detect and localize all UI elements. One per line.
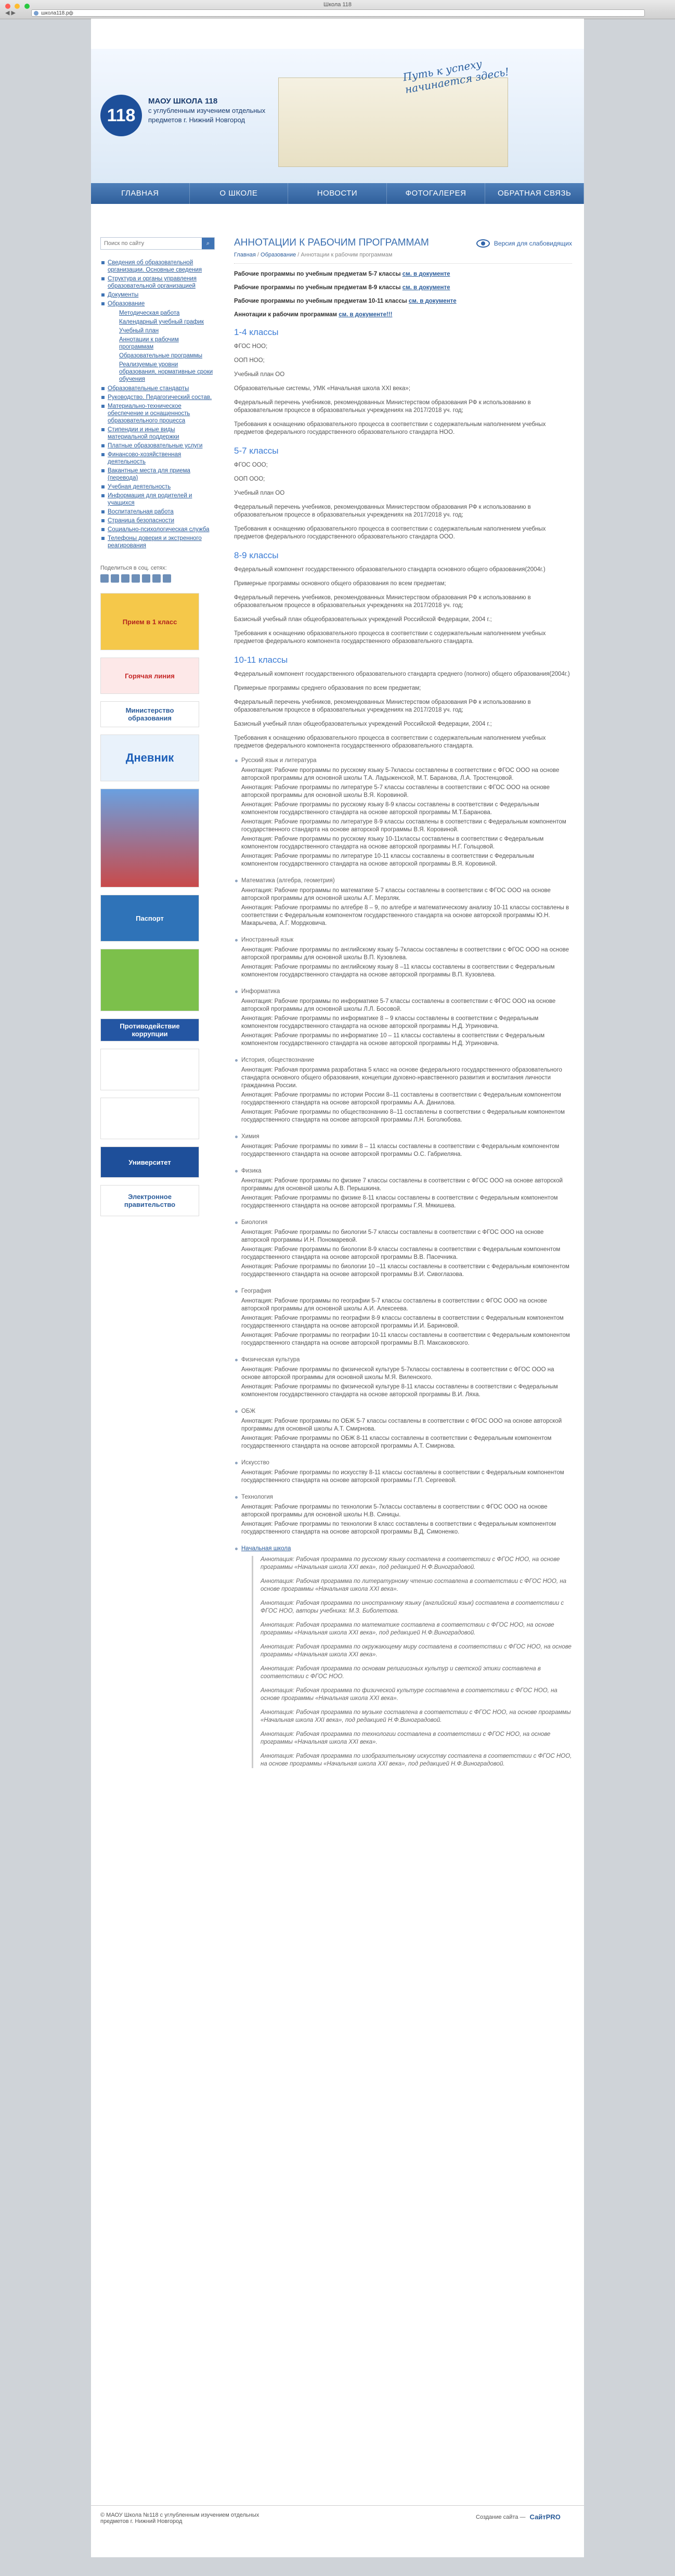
sidebar-item-link[interactable]: Финансово-хозяйственная деятельность bbox=[108, 452, 181, 465]
section-paragraph: Требования к оснащению образовательного процесса в соответствии с содержательным наполнением учебных предметов федерального компонента государственного образовательного стандарта. bbox=[234, 735, 546, 749]
subject-name: Биология bbox=[241, 1219, 268, 1226]
doc-link-text: Рабочие программы по учебным предметам 5-7 классы bbox=[234, 271, 401, 277]
section-paragraph: ФГОС ООО; bbox=[234, 462, 268, 468]
doc-link-row bbox=[234, 271, 572, 277]
subject-name: Иностранный язык bbox=[241, 937, 294, 943]
subject-item bbox=[234, 1168, 572, 1210]
sidebar-item[interactable] bbox=[100, 492, 215, 507]
primary-school-list bbox=[234, 1545, 572, 1768]
page-title: АННОТАЦИИ К РАБОЧИМ ПРОГРАММАМ bbox=[234, 237, 429, 248]
main-content bbox=[234, 237, 572, 1778]
subject-annotation: Аннотация: Рабочие программы по физике 8-11 классы составлены в соответствии с Федеральным компонентом государственного стандарта на основе авторской программы Г.Я. Мякишева. bbox=[241, 1195, 558, 1209]
primary-annotation: Аннотация: Рабочая программа по основам религиозных культур и светской этики составлена в соответствии с ФГОС НОО. bbox=[261, 1666, 541, 1680]
school-building-image bbox=[278, 78, 508, 167]
subject-annotation: Аннотация: Рабочие программы по географии 8-9 классы составлены в соответствии с Федеральным компонентом государственного стандарта на основе авторской программы И.И. Бариновой. bbox=[241, 1315, 564, 1329]
sidebar-subitem-link[interactable]: Реализуемые уровни образования, нормативные сроки обучения bbox=[119, 362, 213, 382]
sidebar-item[interactable] bbox=[100, 508, 215, 516]
subject-annotation: Аннотация: Рабочие программы по литературе 10-11 классы составлены в соответствии с Федеральным компонентом государственного стандарта на основе авторской программы В.Я. Коровиной. bbox=[241, 853, 534, 867]
sidebar-item-link[interactable]: Информация для родителей и учащихся bbox=[108, 493, 192, 506]
sidebar-subitem-link[interactable]: Учебный план bbox=[119, 328, 159, 334]
address-bar-text: школа118.рф bbox=[41, 10, 73, 16]
annotation-link-row bbox=[234, 312, 572, 318]
subject-name: Русский язык и литература bbox=[241, 757, 317, 764]
doc-link-text: Рабочие программы по учебным предметам 10-11 классы bbox=[234, 298, 407, 304]
subject-annotation: Аннотация: Рабочие программы по информатике 10 – 11 классы составлены в соответствии с Федеральным компонентом государственного стандарта на основе авторской программы Н.Д. Угриновича. bbox=[241, 1033, 545, 1047]
annotation-link-text: Аннотации к рабочим программам bbox=[234, 312, 337, 318]
globe-icon bbox=[34, 11, 38, 16]
sidebar-item-link[interactable]: Документы bbox=[108, 292, 139, 298]
sidebar-item-link[interactable]: Стипендии и иные виды материальной поддержки bbox=[108, 427, 179, 440]
sidebar-subitem[interactable] bbox=[119, 310, 215, 317]
subject-name: ОБЖ bbox=[241, 1408, 256, 1414]
doc-link-text: Рабочие программы по учебным предметам 8-9 классы bbox=[234, 285, 401, 291]
footer-copyright: © МАОУ Школа №118 с углубленным изучением отдельных предметов г. Нижний Новгород bbox=[100, 2512, 259, 2525]
menu-home[interactable]: ГЛАВНАЯ bbox=[91, 183, 190, 204]
sidebar-item-link[interactable]: Материально-техническое обеспечение и оснащенность образовательного процесса bbox=[108, 403, 190, 424]
sidebar-subitem-active[interactable] bbox=[119, 336, 215, 351]
subject-name: Технология bbox=[241, 1494, 273, 1500]
sidebar-item[interactable] bbox=[100, 394, 215, 401]
subject-name: Физика bbox=[241, 1168, 262, 1174]
subject-annotation: Аннотация: Рабочие программы по информатике 5-7 классы составлены в соответствии с ФГОС ООО на основе авторской программы для основной школы Л.Л. Босовой. bbox=[241, 998, 556, 1012]
share-icons bbox=[100, 574, 215, 583]
mailru-icon[interactable] bbox=[142, 574, 150, 583]
banner-passport[interactable] bbox=[100, 895, 199, 942]
primary-annotation: Аннотация: Рабочая программа по физической культуре составлена в соответствии с ФГОС НОО, на основе программы «Начальная школа XXI века». bbox=[261, 1688, 557, 1702]
doc-link[interactable]: см. в документе bbox=[402, 285, 450, 291]
school-name-line1: МАОУ ШКОЛА 118 bbox=[148, 97, 218, 106]
subject-name: География bbox=[241, 1288, 271, 1294]
subject-annotation: Аннотация: Рабочие программы по алгебре 8 – 9, по алгебре и математическому анализу 10-11 классы составлены в соответствии с Федеральным компонентом государственного стандарта на основе авторской программы Ю.Н. Макарычева, А.Г. Мордковича. bbox=[241, 905, 569, 926]
footer-brand[interactable]: СайтPRO bbox=[529, 2513, 561, 2521]
sidebar-subitem-link[interactable]: Календарный учебный график bbox=[119, 319, 204, 325]
banner-label: Противодействие коррупции bbox=[120, 1022, 180, 1038]
subject-name: Информатика bbox=[241, 988, 280, 995]
sidebar-subitem[interactable] bbox=[119, 318, 215, 326]
sidebar-item-link[interactable]: Платные образовательные услуги bbox=[108, 443, 203, 449]
search-box bbox=[100, 237, 215, 250]
subject-item bbox=[234, 1288, 572, 1347]
school-name bbox=[148, 97, 273, 125]
browser-chrome bbox=[0, 0, 675, 19]
subject-annotation: Аннотация: Рабочие программы по биологии 5-7 классы составлены в соответствии с ФГОС ООО на основе авторской программы И.Н. Пономаревой. bbox=[241, 1229, 544, 1243]
subject-name: Искусство bbox=[241, 1460, 269, 1466]
section-paragraph: Примерные программы среднего образования по всем предметам; bbox=[234, 685, 421, 691]
subject-annotation: Аннотация: Рабочие программы по информатике 8 – 9 классы составлены в соответствии с Федеральным компонентом государственного стандарта на основе авторской программы Н.Д. Угриновича. bbox=[241, 1015, 539, 1029]
banner-label: Паспорт bbox=[136, 914, 164, 922]
breadcrumb-home[interactable]: Главная bbox=[234, 252, 256, 258]
banner-ministry[interactable] bbox=[100, 701, 199, 727]
banner-medals[interactable] bbox=[100, 1049, 199, 1090]
page-container bbox=[91, 19, 584, 2557]
search-icon: ⌕ bbox=[206, 240, 210, 247]
section-paragraph: Требования к оснащению образовательного процесса в соответствии с содержательным наполнением учебных предметов федерального государственного образовательного стандарта ООО. bbox=[234, 526, 546, 540]
subject-item bbox=[234, 1134, 572, 1158]
subject-annotation: Аннотация: Рабочие программы по ОБЖ 8-11 классы составлены в соответствии с Федеральным компонентом государственного стандарта на основе авторской программы А.Т. Смирнова. bbox=[241, 1435, 552, 1449]
sidebar-banners bbox=[100, 593, 215, 1216]
main-menu bbox=[91, 183, 584, 204]
sidebar-subitem-link[interactable]: Аннотации к рабочим программам bbox=[119, 337, 179, 350]
subject-item bbox=[234, 1408, 572, 1450]
sidebar-item-link[interactable]: Учебная деятельность bbox=[108, 484, 171, 490]
menu-about[interactable]: О ШКОЛЕ bbox=[190, 183, 289, 204]
banner-egov[interactable] bbox=[100, 1185, 199, 1216]
eye-icon bbox=[476, 239, 490, 248]
section-paragraph: Федеральный компонент государственного образовательного стандарта среднего (полного) общего образования(2004г.) bbox=[234, 671, 570, 677]
sidebar-subnav bbox=[119, 310, 215, 383]
sidebar-item-link[interactable]: Страница безопасности bbox=[108, 518, 175, 524]
primary-annotation: Аннотация: Рабочая программа по окружающему миру составлена в соответствии с ФГОС НОО, на основе программы «Начальная школа XXI века». bbox=[261, 1644, 572, 1658]
section-heading: 8-9 классы bbox=[234, 550, 279, 560]
subject-item bbox=[234, 878, 572, 928]
subject-item bbox=[234, 1219, 572, 1279]
sidebar-item-education[interactable] bbox=[100, 300, 215, 383]
banner-anticorruption[interactable] bbox=[100, 1019, 199, 1041]
section-paragraph: Образовательные системы, УМК «Начальная школа XXI века»; bbox=[234, 385, 411, 392]
sidebar-item[interactable] bbox=[100, 483, 215, 491]
sidebar-item[interactable] bbox=[100, 385, 215, 392]
doc-link-row bbox=[234, 285, 572, 291]
banner-label: Университет bbox=[128, 1158, 171, 1166]
facebook-icon[interactable] bbox=[111, 574, 119, 583]
section-paragraph: Федеральный компонент государственного образовательного стандарта основного общего образования(2004г.) bbox=[234, 566, 546, 573]
banner-promo[interactable] bbox=[100, 789, 199, 887]
subject-annotation: Аннотация: Рабочие программы по технологии 8 класс составлены в соответствии с Федеральным компонентом государственного стандарта на основе авторской программы В.Д. Симоненко. bbox=[241, 1521, 556, 1535]
header-slogan: Путь к успеху начинается здесь! bbox=[401, 57, 510, 96]
sidebar-item[interactable] bbox=[100, 442, 215, 449]
site-header bbox=[91, 49, 584, 183]
doc-link[interactable]: см. в документе bbox=[402, 271, 450, 277]
subject-annotation: Аннотация: Рабочие программы по биологии 10 –11 классы составлены в соответствии с Федеральным компонентом государственного стандарта на основе авторской программы В.И. Сивоглазова. bbox=[241, 1264, 569, 1278]
primary-annotation: Аннотация: Рабочая программа по иностранному языку (английский язык) составлена в соответствии с ФГОС НОО, авторы учебника: М.З. Биболетова. bbox=[261, 1600, 564, 1614]
social-share bbox=[100, 565, 215, 583]
subject-annotation: Аннотация: Рабочие программы по русскому языку 8-9 классы составлены в соответствии с Федеральным компонентом государственного стандарта на основе авторской программы М.Т.Баранова. bbox=[241, 802, 539, 816]
banner-label: Электронное правительство bbox=[124, 1193, 176, 1208]
subject-annotation: Аннотация: Рабочие программы по русскому языку 10-11классы составлены в соответствии с Федеральным компонентом государственного стандарта на основе авторской программы Н.Г. Гольцовой. bbox=[241, 836, 544, 850]
livejournal-icon[interactable] bbox=[163, 574, 171, 583]
sidebar-item-link[interactable]: Образование bbox=[108, 301, 145, 307]
sidebar-item[interactable] bbox=[100, 426, 215, 441]
breadcrumb: Главная / Образование / Аннотации к рабочим программам bbox=[234, 252, 393, 258]
primary-annotation: Аннотация: Рабочая программа по литературному чтению составлена в соответствии с ФГОС НОО, на основе программы «Начальная школа XXI века». bbox=[261, 1578, 567, 1592]
sidebar-subitem[interactable] bbox=[119, 352, 215, 359]
primary-annotation: Аннотация: Рабочая программа по музыке составлена в соответствии с ФГОС НОО, на основе программы «Начальная школа XXI века», под редакцией Н.Ф.Виноградовой. bbox=[261, 1709, 571, 1723]
section-heading: 10-11 классы bbox=[234, 655, 288, 665]
sidebar-item[interactable] bbox=[100, 403, 215, 424]
subject-annotation: Аннотация: Рабочие программы по географии 10-11 классы составлены в соответствии с Федеральным компонентом государственного стандарта на основе авторской программы В.П. Максаковского. bbox=[241, 1332, 570, 1346]
school-name-line2: с углубленным изучением отдельных предметов г. Нижний Новгород bbox=[148, 107, 266, 124]
subject-name: Физическая культура bbox=[241, 1357, 300, 1363]
section-paragraph: Примерные программы основного общего образования по всем предметам; bbox=[234, 581, 446, 587]
subject-item bbox=[234, 1460, 572, 1485]
subject-annotation: Аннотация: Рабочие программы по обществознанию 8–11 составлены в соответствии с Федеральным компонентом государственного стандарта на основе авторской программы Л.Н. Боголюбова. bbox=[241, 1109, 565, 1123]
subject-annotation: Аннотация: Рабочие программы по литературе 8-9 классы составлены в соответствии с Федеральным компонентом государственного стандарта на основе авторской программы В.Я. Коровиной. bbox=[241, 819, 566, 833]
doc-link-row bbox=[234, 298, 572, 304]
subject-annotation: Аннотация: Рабочие программы по русскому языку 5-7классы составлены в соответствии с ФГОС ООО на основе авторской программы для основной школы Т.А. Ладыженской, М.Т. Баранова, Л.А. Тростенцовой. bbox=[241, 767, 560, 781]
sidebar-item-link[interactable]: Вакантные места для приема (перевода) bbox=[108, 468, 190, 481]
banner-label: Министерство образования bbox=[125, 706, 174, 722]
sidebar-item[interactable] bbox=[100, 535, 215, 549]
primary-annotation: Аннотация: Рабочая программа по русскому языку составлена в соответствии с ФГОС НОО, на основе программы «Начальная школа XXI века», под редакцией Н.Ф.Виноградовой. bbox=[261, 1556, 560, 1570]
banner-eco[interactable] bbox=[100, 949, 199, 1011]
banner-university[interactable] bbox=[100, 1147, 199, 1178]
section-paragraph: Требования к оснащению образовательного процесса в соответствии с содержательным наполнением учебных предметов федерального государственного образовательного стандарта НОО. bbox=[234, 421, 546, 435]
subject-annotation: Аннотация: Рабочие программы по английскому языку 8 –11 классы составлены в соответствии с Федеральным компонентом государственного стандарта на основе авторской программы В.П. Кузовлева. bbox=[241, 964, 555, 978]
banner-label: Дневник bbox=[125, 751, 174, 764]
primary-school-label[interactable]: Начальная школа bbox=[241, 1545, 291, 1552]
twitter-icon[interactable] bbox=[121, 574, 129, 583]
subject-annotation: Аннотация: Рабочие программы по истории России 8–11 составлены в соответствии с Федеральным компонентом государственного стандарта на основе авторской программы А.А. Данилова. bbox=[241, 1092, 561, 1106]
subject-item bbox=[234, 757, 572, 868]
sidebar-item-link[interactable]: Воспитательная работа bbox=[108, 509, 174, 515]
sidebar-item[interactable] bbox=[100, 291, 215, 299]
section-paragraph: Учебный план ОО bbox=[234, 490, 285, 496]
banner-niro[interactable] bbox=[100, 1098, 199, 1139]
list-item bbox=[234, 1545, 572, 1768]
odnoklassniki-icon[interactable] bbox=[132, 574, 140, 583]
sidebar-item[interactable] bbox=[100, 275, 215, 290]
menu-news[interactable]: НОВОСТИ bbox=[288, 183, 387, 204]
subject-item bbox=[234, 1057, 572, 1124]
sidebar-item-link[interactable]: Структура и органы управления образовательной организацией bbox=[108, 276, 197, 289]
section-paragraph: Базисный учебный план общеобразовательных учреждений Российской Федерации, 2004 г.; bbox=[234, 721, 492, 727]
subject-item bbox=[234, 988, 572, 1048]
sidebar-item[interactable] bbox=[100, 526, 215, 533]
section-paragraph: Требования к оснащению образовательного процесса в соответствии с содержательным наполнением учебных предметов федерального компонента государственного образовательного стандарта. bbox=[234, 630, 546, 645]
subject-annotation: Аннотация: Рабочие программы по искусству 8-11 классы составлены в соответствии с Федеральным компонентом государственного стандарта на основе авторской программы Г.П. Сергеевой. bbox=[241, 1470, 564, 1484]
section-paragraph: ФГОС НОО; bbox=[234, 343, 268, 350]
menu-feedback[interactable]: ОБРАТНАЯ СВЯЗЬ bbox=[485, 183, 584, 204]
sidebar-item-link[interactable]: Сведения об образовательной организации. Основные сведения bbox=[108, 260, 202, 273]
section-paragraph: ООП НОО; bbox=[234, 357, 265, 364]
sidebar-subitem[interactable] bbox=[119, 327, 215, 334]
search-input[interactable] bbox=[101, 238, 202, 249]
breadcrumb-education[interactable]: Образование bbox=[261, 252, 296, 258]
subject-name: Химия bbox=[241, 1134, 259, 1140]
section-paragraph: ООП ООО; bbox=[234, 476, 265, 482]
section-heading: 1-4 классы bbox=[234, 327, 279, 337]
primary-annotations bbox=[252, 1556, 572, 1768]
subject-annotation: Аннотация: Рабочие программы по физике 7 классы составлены в соответствии с ФГОС ООО на основе авторской программы для основной школы А.В. Перышкина. bbox=[241, 1178, 563, 1192]
banner-hotline[interactable] bbox=[100, 658, 199, 694]
menu-gallery[interactable]: ФОТОГАЛЕРЕЯ bbox=[387, 183, 486, 204]
section-paragraph: Базисный учебный план общеобразовательных учреждений Российской Федерации, 2004 г.; bbox=[234, 616, 492, 623]
school-logo[interactable]: 118 bbox=[100, 95, 142, 136]
section-paragraph: Федеральный перечень учебников, рекомендованных Министерством образования РФ к использованию в образовательном процессе в образовательных учреждениях на 2017/2018 уч. год; bbox=[234, 699, 531, 713]
divider bbox=[234, 263, 572, 264]
doc-link[interactable]: см. в документе bbox=[408, 298, 457, 304]
subject-annotation: Аннотация: Рабочая программа разработана 5 класс на основе федерального государственного образовательного стандарта основного общего образования, концепции духовно-нравственного развития и воспитания личности гражданина России. bbox=[241, 1067, 562, 1089]
primary-annotation: Аннотация: Рабочая программа по технологии составлена в соответствии с ФГОС НОО, на основе программы «Начальная школа XXI века». bbox=[261, 1731, 551, 1745]
search-button[interactable] bbox=[202, 238, 214, 249]
subject-annotation: Аннотация: Рабочие программы по географии 5-7 классы составлены в соответствии с ФГОС ООО на основе авторской программы для основной школы А.И. Алексеева. bbox=[241, 1298, 548, 1312]
subjects-list bbox=[234, 757, 572, 1536]
subject-item bbox=[234, 1494, 572, 1536]
banner-label: Прием в 1 класс bbox=[122, 617, 177, 626]
site-footer bbox=[91, 2505, 584, 2525]
subject-annotation: Аннотация: Рабочие программы по ОБЖ 5-7 классы составлены в соответствии с ФГОС ООО на основе авторской программы для основной школы А.Т. Смирнова. bbox=[241, 1418, 562, 1432]
subject-annotation: Аннотация: Рабочие программы по технологии 5-7классы составлены в соответствии с ФГОС ООО на основе авторской программы для основной школы Н.В. Синицы. bbox=[241, 1504, 548, 1518]
back-forward-icons[interactable]: ◀ ▶ bbox=[5, 10, 16, 16]
banner-first-grade[interactable] bbox=[100, 593, 199, 650]
subject-annotation: Аннотация: Рабочие программы по биологии 8-9 классы составлены в соответствии с Федеральным компонентом государственного стандарта на основе авторской программы В.В. Пасечника. bbox=[241, 1246, 561, 1260]
subject-item bbox=[234, 1357, 572, 1399]
subject-item bbox=[234, 937, 572, 979]
share-label: Поделиться в соц. сетях: bbox=[100, 565, 167, 571]
section-paragraph: Федеральный перечень учебников, рекомендованных Министерством образования РФ к использованию в образовательном процессе в образовательных учреждениях на 2017/2018 уч. год; bbox=[234, 595, 531, 609]
subject-annotation: Аннотация: Рабочие программы по английскому языку 5-7классы составлены в соответствии с ФГОС ООО на основе авторской программы для основной школы В.П. Кузовлева. bbox=[241, 947, 569, 961]
primary-annotation: Аннотация: Рабочая программа по математике составлена в соответствии с ФГОС НОО, на основе программы «Начальная школа XXI века», под редакцией Н.Ф.Виноградовой. bbox=[261, 1622, 554, 1636]
subject-name: Математика (алгебра, геометрия) bbox=[241, 878, 335, 884]
sidebar-item[interactable] bbox=[100, 467, 215, 482]
google-plus-icon[interactable] bbox=[152, 574, 161, 583]
subject-annotation: Аннотация: Рабочие программы по физической культуре 5-7классы составлены в соответствии с ФГОС ООО на основе авторской программы для основной школы М.Я. Виленского. bbox=[241, 1367, 554, 1381]
sidebar-item[interactable] bbox=[100, 451, 215, 466]
accessibility-link[interactable] bbox=[476, 239, 572, 248]
sidebar-item[interactable] bbox=[100, 259, 215, 274]
section-paragraph: Федеральный перечень учебников, рекомендованных Министерством образования РФ к использованию в образовательном процессе в образовательных учреждениях на 2017/2018 уч. год; bbox=[234, 400, 531, 414]
banner-dnevnik[interactable] bbox=[100, 735, 199, 781]
sidebar-item-link[interactable]: Социально-психологическая служба bbox=[108, 526, 210, 533]
sidebar-nav bbox=[100, 259, 215, 549]
address-bar[interactable] bbox=[31, 9, 645, 17]
footer-credit-label: Создание сайта — bbox=[476, 2514, 526, 2520]
sidebar-item-link[interactable]: Образовательные стандарты bbox=[108, 385, 189, 392]
sidebar-item-link[interactable]: Руководство. Педагогический состав. bbox=[108, 394, 212, 401]
sidebar bbox=[100, 237, 215, 1223]
subject-annotation: Аннотация: Рабочие программы по литературе 5-7 классы составлены в соответствии с ФГОС ООО на основе авторской программы для основной школы В.Я. Коровиной. bbox=[241, 784, 550, 798]
banner-label: Горячая линия bbox=[125, 672, 175, 680]
annotation-link[interactable]: см. в документе!!! bbox=[339, 312, 393, 318]
breadcrumb-current: Аннотации к рабочим программам bbox=[301, 252, 393, 258]
accessibility-label: Версия для слабовидящих bbox=[494, 240, 572, 247]
sidebar-subitem[interactable] bbox=[119, 361, 215, 383]
subject-annotation: Аннотация: Рабочие программы по химии 8 – 11 классы составлены в соответствии с Федеральным компонентом государственного стандарта на основе авторской программы О.С. Габриеляна. bbox=[241, 1143, 560, 1157]
vk-icon[interactable] bbox=[100, 574, 109, 583]
sidebar-subitem-link[interactable]: Образовательные программы bbox=[119, 353, 203, 359]
sidebar-item-link[interactable]: Телефоны доверия и экстренного реагирования bbox=[108, 535, 202, 549]
section-paragraph: Учебный план ОО bbox=[234, 371, 285, 378]
primary-annotation: Аннотация: Рабочая программа по изобразительному искусству составлена в соответствии с ФГОС НОО, на основе программы «Начальная школа XXI века», под редакцией Н.Ф.Виноградовой. bbox=[261, 1753, 572, 1767]
subject-annotation: Аннотация: Рабочие программы по математике 5-7 классы составлены в соответствии с ФГОС ООО на основе авторской программы для основной школы А.Г. Мерзляк. bbox=[241, 887, 551, 901]
sidebar-item[interactable] bbox=[100, 517, 215, 524]
footer-credits bbox=[476, 2513, 580, 2521]
section-heading: 5-7 классы bbox=[234, 446, 279, 456]
sidebar-subitem-link[interactable]: Методическая работа bbox=[119, 310, 180, 316]
section-paragraph: Федеральный перечень учебников, рекомендованных Министерством образования РФ к использованию в образовательном процессе в образовательных учреждениях на 2017/2018 уч. год; bbox=[234, 504, 531, 518]
subject-name: История, обществознание bbox=[241, 1057, 315, 1063]
subject-annotation: Аннотация: Рабочие программы по физической культуре 8-11 классы составлены в соответствии с Федеральным компонентом государственного стандарта на основе авторской программы В.И. Ляха. bbox=[241, 1384, 558, 1398]
tab-title: Школа 118 bbox=[323, 2, 352, 8]
